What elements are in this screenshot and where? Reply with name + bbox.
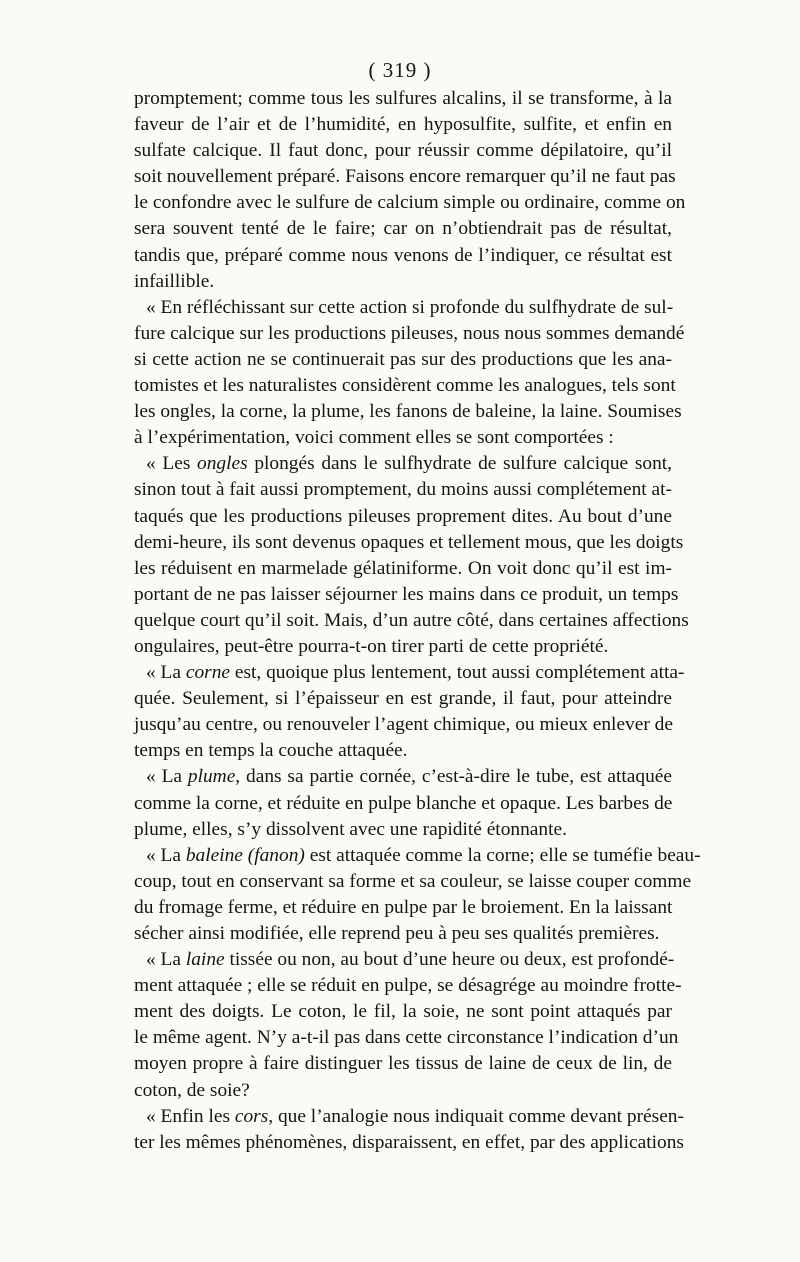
line-text: « Enfin les	[146, 1105, 235, 1127]
text-line	[134, 843, 701, 869]
text-line: ter les mêmes phénomènes, disparaissent, en effet, par des applications	[134, 1131, 684, 1153]
text-line: demi-heure, ils sont devenus opaques et tellement mous, que les doigts	[134, 531, 684, 553]
text-line: moyen propre à faire distinguer les tissus de laine de ceux de lin, de	[134, 1053, 672, 1075]
text-line: tomistes et les naturalistes considèrent comme les analogues, tels sont	[134, 375, 676, 397]
text-line: soit nouvellement préparé. Faisons encore remarquer qu’il ne faut pas	[134, 166, 676, 188]
line-text: tissée ou non, au bout d’une heure ou deux, est profondé-	[224, 949, 675, 971]
text-line: infaillible.	[134, 270, 215, 292]
text-line: portant de ne pas laisser séjourner les mains dans ce produit, un temps	[134, 583, 679, 605]
text-line: à l’expérimentation, voici comment elles se sont comportées :	[134, 427, 614, 449]
text-line: tandis que, préparé comme nous venons de l’indiquer, ce résultat est	[134, 244, 672, 266]
italic-term: ongles	[197, 453, 248, 475]
text-line: le même agent. N’y a-t-il pas dans cette circonstance l’indication d’un	[134, 1027, 679, 1049]
text-line: coton, de soie?	[134, 1079, 250, 1101]
text-line	[134, 451, 672, 477]
text-line: sécher ainsi modifiée, elle reprend peu à peu ses qualités premières.	[134, 923, 660, 944]
line-text: plongés dans le sulfhydrate de sulfure calcique sont,	[247, 453, 673, 475]
text-line	[134, 764, 672, 790]
text-line: sinon tout à fait aussi promptement, du moins aussi complétement at-	[134, 479, 672, 501]
italic-term: cors	[234, 1105, 269, 1127]
text-line: ment des doigts. Le coton, le fil, la soie, ne sont point attaqués par	[134, 1001, 672, 1023]
italic-term: laine	[185, 949, 225, 971]
line-text: « La	[146, 662, 186, 684]
line-text: est attaquée comme la corne; elle se tuméfie beau-	[304, 844, 701, 866]
line-text: , que l’analogie nous indiquait comme devant présen-	[268, 1105, 684, 1127]
text-line: quée. Seulement, si l’épaisseur en est grande, il faut, pour atteindre	[134, 688, 672, 710]
line-text: , dans sa partie cornée, c’est-à-dire le tube, est attaquée	[235, 766, 672, 788]
text-line	[134, 947, 675, 973]
text-line: jusqu’au centre, ou renouveler l’agent chimique, ou mieux enlever de	[134, 714, 673, 736]
text-line: sulfate calcique. Il faut donc, pour réussir comme dépilatoire, qu’il	[134, 140, 672, 162]
text-line	[134, 660, 685, 686]
text-line: fure calcique sur les productions pileuses, nous nous sommes demandé	[134, 322, 685, 344]
line-text: est, quoique plus lentement, tout aussi complétement atta-	[230, 662, 685, 684]
line-text: « La	[146, 766, 188, 788]
text-line: « En réfléchissant sur cette action si profonde du sulfhydrate de sul-	[146, 296, 674, 318]
text-line: ment attaquée ; elle se réduit en pulpe, se désagrége au moindre frotte-	[134, 975, 682, 997]
line-text: « La	[146, 949, 186, 971]
text-line: faveur de l’air et de l’humidité, en hyposulfite, sulfite, et enfin en	[134, 114, 672, 136]
body-text	[134, 86, 701, 1156]
text-line: quelque court qu’il soit. Mais, d’un autre côté, dans certaines affections	[134, 609, 689, 631]
text-line: coup, tout en conservant sa forme et sa couleur, se laisse couper comme	[134, 870, 692, 892]
text-line: taqués que les productions pileuses proprement dites. Au bout d’une	[134, 505, 672, 527]
line-text: « La	[146, 844, 186, 866]
text-line: plume, elles, s’y dissolvent avec une rapidité étonnante.	[134, 818, 567, 840]
italic-term: plume	[187, 766, 236, 788]
line-text: « Les	[146, 453, 198, 475]
text-line: ongulaires, peut-être pourra-t-on tirer parti de cette propriété.	[134, 635, 609, 657]
italic-term: baleine (fanon)	[185, 844, 305, 866]
text-line: le confondre avec le sulfure de calcium simple ou ordinaire, comme on	[134, 192, 686, 214]
italic-term: corne	[185, 662, 230, 684]
text-line: temps en temps la couche attaquée.	[134, 740, 408, 762]
text-line: du fromage ferme, et réduire en pulpe par le broiement. En la laissant	[134, 896, 673, 918]
text-line: les réduisent en marmelade gélatiniforme. On voit donc qu’il est im-	[134, 557, 672, 579]
text-line	[134, 1104, 684, 1130]
text-line: comme la corne, et réduite en pulpe blanche et opaque. Les barbes de	[134, 792, 673, 814]
text-line: les ongles, la corne, la plume, les fanons de baleine, la laine. Soumises	[134, 401, 682, 423]
text-line: si cette action ne se continuerait pas sur des productions que les ana-	[134, 348, 672, 370]
text-line: promptement; comme tous les sulfures alcalins, il se transforme, à la	[134, 88, 672, 109]
text-line: sera souvent tenté de le faire; car on n’obtiendrait pas de résultat,	[134, 218, 672, 240]
page-number: ( 319 )	[368, 58, 432, 82]
